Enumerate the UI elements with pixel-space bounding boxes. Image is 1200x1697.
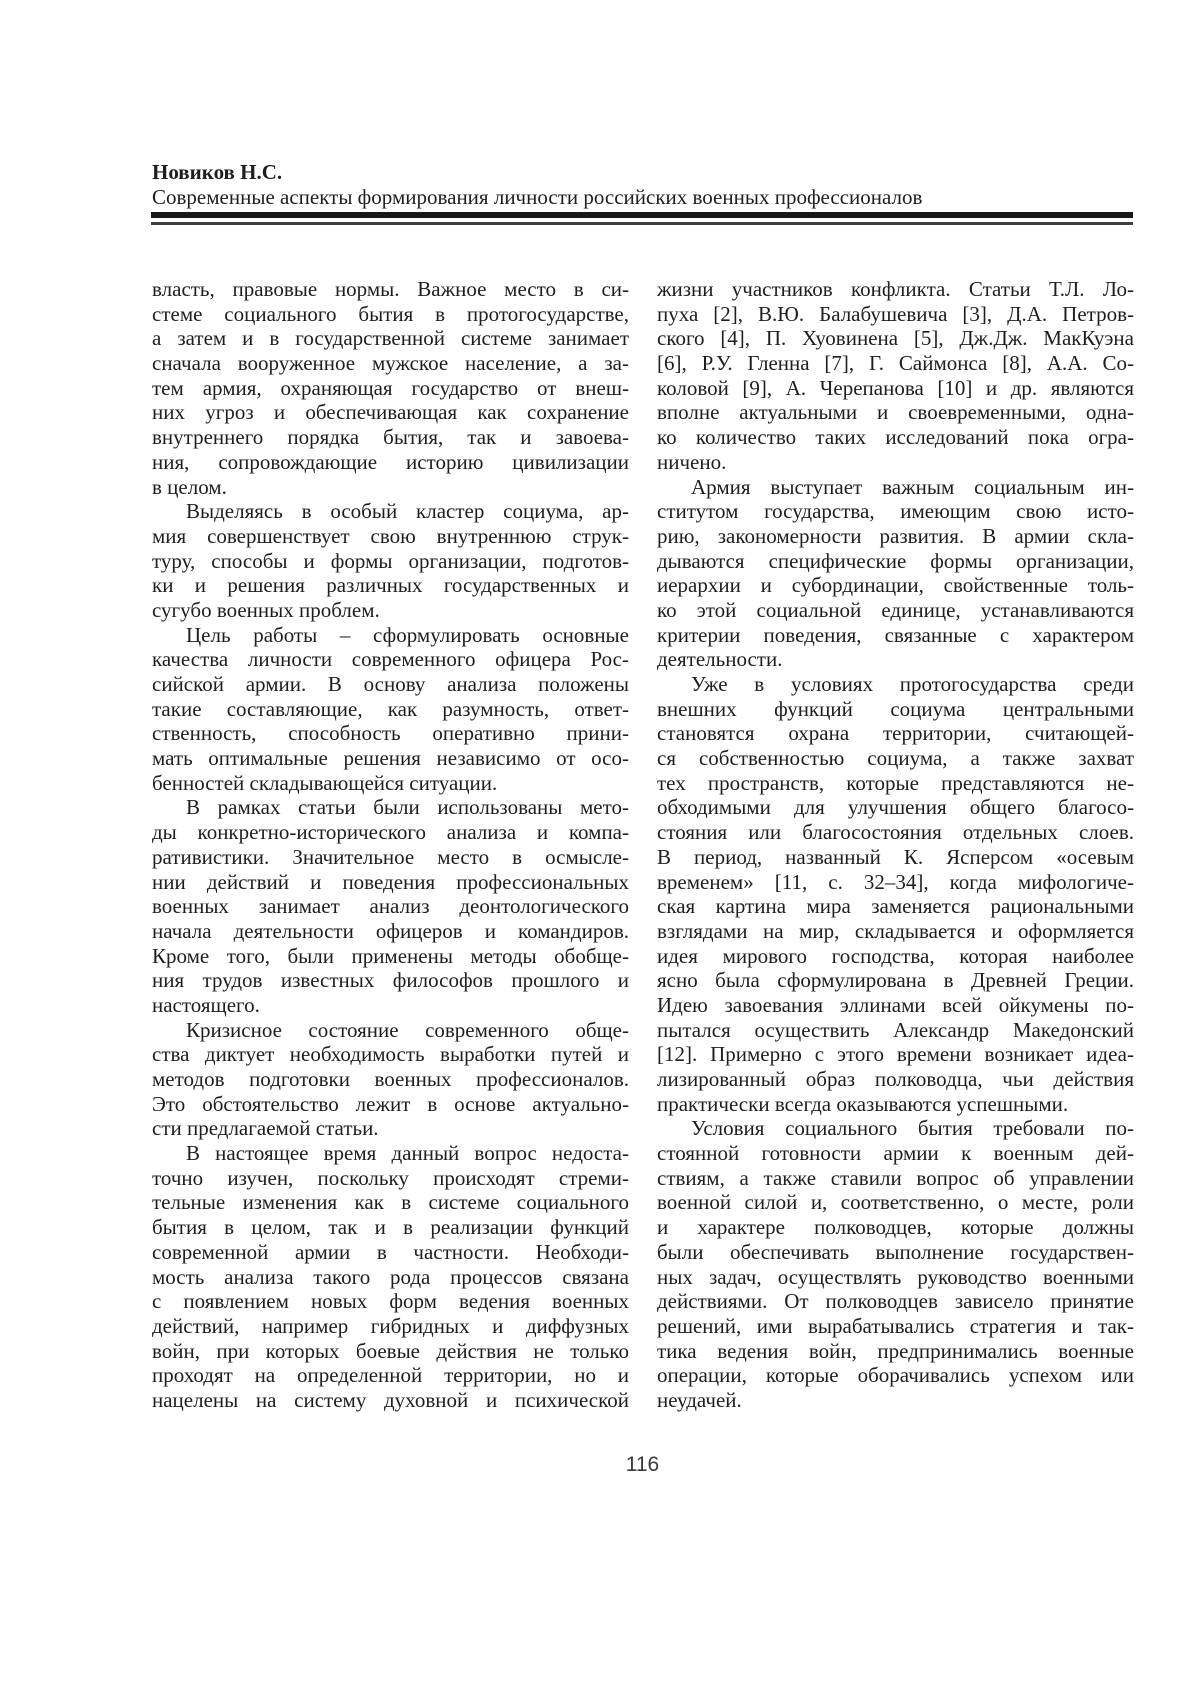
text-line: тика ведения войн, предпринимались военные [657, 1338, 1134, 1363]
text-line: нацелены на систему духовной и психической [152, 1387, 629, 1412]
paragraph [152, 1018, 629, 1141]
text-line: ская картина мира заменяется рациональными [657, 894, 1134, 919]
text-line: такие составляющие, как разумность, ответ- [152, 696, 629, 721]
text-line: сти предлагаемой статьи. [152, 1116, 379, 1141]
text-line: нии действий и поведения профессиональных [152, 869, 629, 894]
text-line: ства диктует необходимость выработки путей и [152, 1042, 629, 1067]
text-line: Кроме того, были применены методы обобще- [152, 943, 629, 968]
text-line: власть, правовые нормы. Важное место в си- [152, 277, 629, 301]
text-line: точно изучен, поскольку происходят стреми- [152, 1165, 629, 1190]
text-line: туру, способы и формы организации, подготов- [152, 548, 629, 573]
text-line: пуха [2], В.Ю. Балабушевича [3], Д.А. Петров- [657, 301, 1134, 326]
paragraph [152, 499, 629, 622]
text-line: ко этой социальной единице, устанавливаются [657, 597, 1134, 622]
text-line: ния трудов известных философов прошлого и [152, 968, 629, 993]
page-number: 116 [625, 1453, 660, 1476]
text-line: действий, например гибридных и диффузных [152, 1313, 629, 1338]
text-line: ки и решения различных государственных и [152, 573, 629, 598]
text-line: [6], Р.У. Гленна [7], Г. Саймонса [8], А.А. Со- [657, 351, 1134, 376]
text-line: начала деятельности офицеров и командиров. [152, 918, 629, 943]
text-line: ния, сопровождающие историю цивилизации [152, 449, 629, 474]
text-line: В период, названный К. Ясперсом «осевым [657, 844, 1134, 869]
text-line: сугубо военных проблем. [152, 597, 380, 622]
text-line: тем армия, охраняющая государство от внеш- [152, 375, 629, 400]
text-line: проходят на определенной территории, но и [152, 1363, 629, 1388]
text-line: решений, ими вырабатывались стратегия и так- [657, 1313, 1134, 1338]
running-head-author: Новиков Н.С. [152, 160, 283, 184]
text-line: внешних функций социума центральными [657, 696, 1134, 721]
text-line: тех пространств, которые представляются не- [657, 770, 1134, 795]
text-line: лизированный образ полководца, чьи действия [657, 1067, 1134, 1091]
text-line: мия совершенствует свою внутреннюю струк- [152, 523, 629, 548]
text-line: бытия в целом, так и в реализации функций [152, 1215, 629, 1240]
text-line: вполне актуальными и своевременными, одна- [657, 400, 1134, 425]
text-line: Уже в условиях протогосударства среди [691, 672, 1134, 696]
text-line: ственность, способность оперативно прини- [152, 721, 629, 746]
text-line: иерархии и субординации, свойственные толь- [657, 573, 1134, 598]
text-line: настоящего. [152, 992, 260, 1017]
text-line: в целом. [152, 474, 227, 499]
text-line: них угроз и обеспечивающая как сохранение [152, 400, 629, 425]
text-line: ствиям, а также ставили вопрос об управлении [657, 1165, 1134, 1190]
header-rule-thin [151, 222, 1133, 225]
paragraph [152, 1141, 629, 1413]
text-line: деятельности. [657, 647, 783, 672]
text-line: [12]. Примерно с этого времени возникает идеа- [657, 1042, 1134, 1067]
text-line: жизни участников конфликта. Статьи Т.Л. Ло- [657, 277, 1134, 301]
text-line: ды конкретно-исторического анализа и компа- [152, 820, 629, 845]
text-line: дываются специфические формы организации, [657, 548, 1134, 573]
text-line: ясно была сформулирована в Древней Греции. [657, 968, 1134, 993]
text-line: бенностей складывающейся ситуации. [152, 770, 498, 795]
text-line: Цель работы – сформулировать основные [186, 622, 629, 647]
text-line: Выделяясь в особый кластер социума, ар- [186, 499, 629, 524]
text-line: ся собственностью социума, а также захват [657, 746, 1134, 771]
text-line: стоянной готовности армии к военным дей- [657, 1141, 1134, 1166]
text-line: ко количество таких исследований пока огра- [657, 425, 1134, 450]
text-line: неудачей. [657, 1387, 742, 1412]
paragraph [657, 1116, 1134, 1412]
paragraph [657, 672, 1134, 1116]
text-line: временем» [11, с. 32–34], когда мифологиче- [657, 869, 1134, 894]
text-line: пытался осуществить Александр Македонский [657, 1017, 1134, 1042]
text-line: современной армии в частности. Необходи- [152, 1239, 629, 1264]
text-line: сначала вооруженное мужское население, а за- [152, 351, 629, 376]
paragraph [152, 623, 629, 796]
text-line: тельные изменения как в системе социального [152, 1190, 629, 1215]
text-line: ститутом государства, имеющим свою исто- [657, 499, 1134, 524]
text-line: сийской армии. В основу анализа положены [152, 672, 629, 696]
text-line: качества личности современного офицера Рос- [152, 647, 629, 672]
text-line: ничено. [657, 449, 727, 474]
text-column-left [152, 277, 629, 1413]
text-line: ского [4], П. Хуовинена [5], Дж.Дж. МакКуэна [657, 326, 1134, 351]
text-line: действиями. От полководцев зависело принятие [657, 1289, 1134, 1314]
running-head-title: Современные аспекты формирования личности российских военных профессионалов [152, 185, 923, 209]
text-line: Кризисное состояние современного обще- [186, 1017, 629, 1042]
text-line: стояния или благосостояния отдельных слоев. [657, 820, 1134, 845]
text-line: обходимыми для улучшения общего благосо- [657, 795, 1134, 820]
text-line: внутреннего порядка бытия, так и завоева- [152, 425, 629, 450]
text-line: критерии поведения, связанные с характером [657, 622, 1134, 647]
running-head [152, 160, 1133, 210]
paragraph [152, 277, 629, 499]
paragraph [152, 795, 629, 1017]
text-line: практически всегда оказываются успешными. [657, 1091, 1069, 1116]
text-line: идея мирового господства, которая наиболее [657, 943, 1134, 968]
text-line: методов подготовки военных профессионалов. [152, 1067, 629, 1091]
text-line: Армия выступает важным социальным ин- [691, 474, 1134, 499]
text-line: ративистики. Значительное место в осмысле- [152, 844, 629, 869]
text-line: становятся охрана территории, считающей- [657, 721, 1134, 746]
text-line: и характере полководцев, которые должны [657, 1215, 1134, 1240]
text-line: а затем и в государственной системе занимает [152, 326, 629, 351]
text-line: мать оптимальные решения независимо от осо- [152, 746, 629, 771]
text-line: Это обстоятельство лежит в основе актуально- [152, 1091, 629, 1116]
text-line: мость анализа такого рода процессов связана [152, 1264, 629, 1289]
text-line: Условия социального бытия требовали по- [691, 1116, 1134, 1141]
header-rule [151, 212, 1133, 225]
text-line: войн, при которых боевые действия не только [152, 1338, 629, 1363]
paragraph [657, 475, 1134, 673]
text-line: В рамках статьи были использованы мето- [186, 795, 629, 820]
text-line: рию, закономерности развития. В армии скла- [657, 523, 1134, 548]
text-line: взглядами на мир, складывается и оформляется [657, 918, 1134, 943]
text-line: военных занимает анализ деонтологического [152, 894, 629, 919]
text-line: коловой [9], А. Черепанова [10] и др. являются [657, 375, 1134, 400]
text-line: с появлением новых форм ведения военных [152, 1289, 629, 1314]
text-line: операции, которые оборачивались успехом или [657, 1363, 1134, 1388]
text-line: Идею завоевания эллинами всей ойкумены по- [657, 992, 1134, 1017]
text-line: В настоящее время данный вопрос недоста- [186, 1141, 629, 1166]
text-line: были обеспечивать выполнение государствен- [657, 1239, 1134, 1264]
text-line: военной силой и, соответственно, о месте, роли [657, 1190, 1134, 1215]
text-column-right [657, 277, 1134, 1413]
text-line: стеме социального бытия в протогосударстве, [152, 301, 629, 326]
paragraph [657, 277, 1134, 475]
text-line: ных задач, осуществлять руководство военными [657, 1264, 1134, 1289]
